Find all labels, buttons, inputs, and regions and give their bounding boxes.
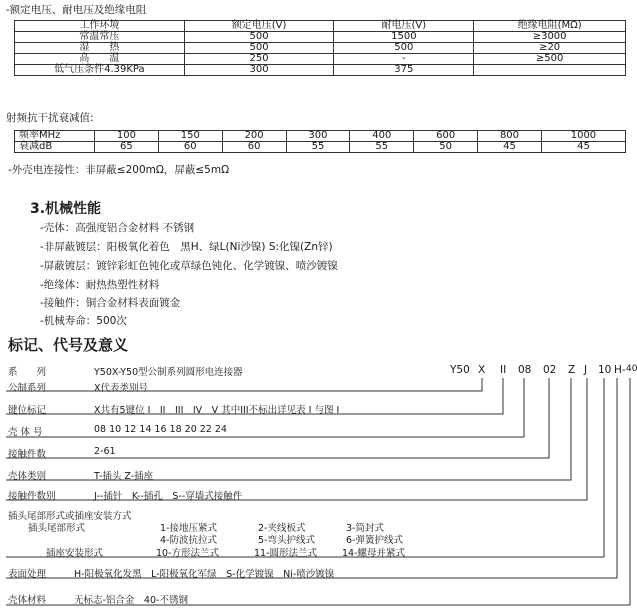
- list-item: -非屏蔽镀层：阳极氧化着色 黑H、绿L(Ni沙镍) S:化镍(Zn锌): [40, 241, 333, 253]
- list-item: -接触件：铜合金材料表面镀金: [40, 297, 181, 309]
- table-cell: 375: [334, 65, 474, 76]
- option-item: 14-螺母并紧式: [342, 548, 406, 559]
- socket-label: 插座安装形式: [46, 548, 104, 559]
- table-cell: 45: [541, 142, 625, 153]
- material-value: 无标志-铝合金 40-不锈钢: [74, 595, 188, 606]
- table-cell: 高 温: [15, 54, 185, 65]
- series-value: Y50X-Y50型公制系列圆形电连接器: [94, 367, 243, 378]
- code-part: 10: [598, 364, 612, 376]
- code-row-label: 壳 体 号: [8, 427, 43, 438]
- code-row-label: 插头尾部形式或插座安装方式: [8, 511, 132, 522]
- code-part: 40: [626, 364, 637, 374]
- table-cell: 150: [158, 131, 222, 142]
- code-part: J: [584, 364, 588, 376]
- option-item: 2-夹线板式: [258, 523, 306, 534]
- table-cell: 500: [334, 43, 474, 54]
- code-row-label: 键位标记: [8, 405, 47, 416]
- code-part: 02: [543, 364, 557, 376]
- code-row-value: T-插头 Z-插座: [94, 471, 154, 482]
- shell-resistance-text: -外壳电连接性：非屏蔽≤200mΩ，屏蔽≤5mΩ: [8, 164, 230, 176]
- table-cell: 400: [350, 131, 414, 142]
- rated-section-title: -额定电压、耐电压及绝缘电阻: [6, 4, 147, 16]
- code-row-value: J--插针 K--插孔 S--穿墙式接触件: [94, 491, 243, 502]
- material-label: 壳体材料: [8, 595, 47, 606]
- table-cell: 500: [184, 32, 334, 43]
- code-row-label: 接触件数: [8, 449, 47, 460]
- rf-section-title: 射频抗干扰衰减值:: [6, 112, 94, 124]
- code-part: H: [614, 364, 622, 376]
- table-header: 工作环境: [15, 21, 185, 32]
- option-item: 6-弹簧护线式: [346, 535, 403, 546]
- table-cell: 250: [184, 54, 334, 65]
- option-item: 11-圆形法兰式: [254, 548, 318, 559]
- option-item: 10-方形法兰式: [156, 548, 220, 559]
- code-part: II: [500, 364, 507, 376]
- list-item: -屏蔽镀层：镀锌彩虹色钝化或草绿色钝化、化学镀镍、喷沙镀镍: [40, 260, 338, 272]
- table-cell: 500: [184, 43, 334, 54]
- table-cell: 100: [95, 131, 159, 142]
- code-row-value: X共有5键位 I II III IV V 其中III不标出详见表 I 与图 I: [94, 405, 340, 416]
- list-item: -绝缘体：耐热热塑性材料: [40, 279, 160, 291]
- table-cell: ≥500: [474, 54, 626, 65]
- code-row-label: 接触件数别: [8, 491, 56, 502]
- table-cell: 50: [414, 142, 478, 153]
- table-header: 耐电压(V): [334, 21, 474, 32]
- table-cell: 60: [158, 142, 222, 153]
- list-item: -机械寿命：500次: [40, 315, 127, 327]
- mech-section-title: 3.机械性能: [30, 201, 102, 217]
- table-cell: 1500: [334, 32, 474, 43]
- list-item: -壳体：高强度铝合金材料 不锈钢: [40, 222, 195, 234]
- table-cell: 55: [286, 142, 350, 153]
- code-row-value: 2-61: [94, 446, 116, 457]
- table-cell: 常温常压: [15, 32, 185, 43]
- code-row-label: 公制系列: [8, 383, 47, 394]
- code-part: X: [478, 364, 486, 376]
- option-item: 4-防波抗拉式: [160, 535, 217, 546]
- table-cell: 800: [478, 131, 542, 142]
- table-cell: 60: [222, 142, 286, 153]
- table-cell: ≥20: [474, 43, 626, 54]
- table-cell: 湿 热: [15, 43, 185, 54]
- table-cell: 1000: [541, 131, 625, 142]
- table-cell: 200: [222, 131, 286, 142]
- table-cell: 45: [478, 142, 542, 153]
- code-part: Y50: [450, 364, 470, 376]
- code-section-title: 标记、代号及意义: [8, 336, 129, 354]
- code-row-label: 壳体类别: [8, 471, 47, 482]
- table-cell: 低气压条件4.39KPa: [15, 65, 185, 76]
- plug-tail-label: 插头尾部形式: [28, 523, 86, 534]
- code-part: Z: [568, 364, 576, 376]
- code-row-value: 08 10 12 14 16 18 20 22 24: [94, 424, 227, 435]
- code-part: -: [622, 364, 626, 376]
- table-cell: 55: [350, 142, 414, 153]
- table-cell: 衰减dB: [15, 142, 95, 153]
- table-cell: ≥3000: [474, 32, 626, 43]
- table-cell: 频率MHz: [15, 131, 95, 142]
- table-cell: 65: [95, 142, 159, 153]
- table-cell: 300: [184, 65, 334, 76]
- surface-value: H-阳极氧化发黑 L-阳极氧化军绿 S-化学镀镍 Ni-喷沙镀镍: [74, 569, 335, 580]
- option-item: 5-弯头护线式: [258, 535, 315, 546]
- table-cell: 600: [414, 131, 478, 142]
- surface-label: 表面处理: [8, 569, 47, 580]
- option-item: 3-筒封式: [346, 523, 384, 534]
- code-row-value: X代表类别号: [94, 383, 149, 394]
- table-cell: -: [334, 54, 474, 65]
- option-item: 1-接地压紧式: [160, 523, 217, 534]
- table-header: 绝缘电阻(MΩ): [474, 21, 626, 32]
- code-part: 08: [518, 364, 532, 376]
- table-header: 额定电压(V): [184, 21, 334, 32]
- series-label: 系 列: [8, 367, 47, 378]
- table-cell: 300: [286, 131, 350, 142]
